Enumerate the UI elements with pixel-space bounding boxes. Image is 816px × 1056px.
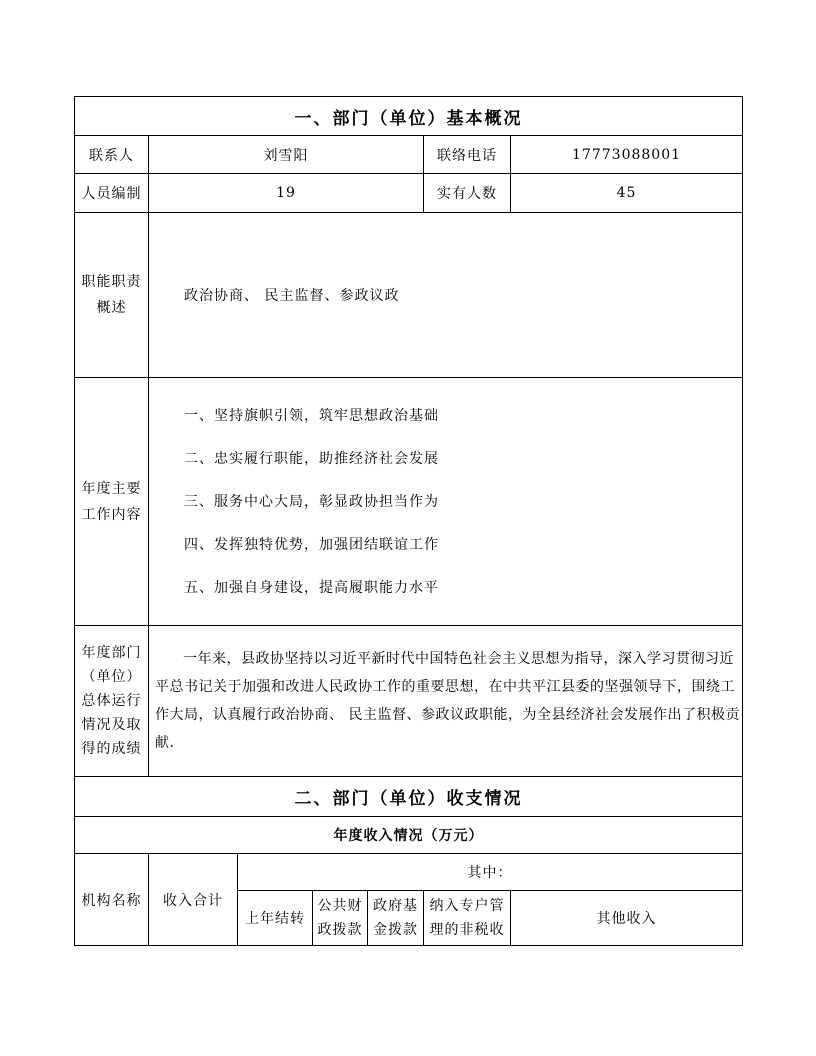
gov-fund-line: 政府基 <box>373 898 418 914</box>
section1-title: 一、部门（单位）基本概况 <box>75 97 743 136</box>
other-income-header: 其他收入 <box>511 891 743 946</box>
actual-staff-label: 实有人数 <box>424 174 511 213</box>
special-account-line: 理的非税收 <box>429 922 505 938</box>
gov-fund-line: 金拨款 <box>373 922 418 938</box>
of-which-header: 其中： <box>238 854 743 891</box>
duty-label-line: 职能职责 <box>81 274 142 290</box>
income-total-header: 收入合计 <box>149 854 238 946</box>
work-item: 二、忠实履行职能，助推经济社会发展 <box>184 450 439 467</box>
staff-quota-value: 19 <box>149 174 424 213</box>
contact-value: 刘雪阳 <box>149 136 424 174</box>
summary-label-line: 总体运行 <box>81 693 142 709</box>
summary-label-line: 年度部门 <box>81 645 142 661</box>
duty-label-line: 概述 <box>96 300 127 316</box>
work-item: 一、坚持旗帜引领，筑牢思想政治基础 <box>184 407 439 424</box>
work-label <box>75 378 149 626</box>
summary-label-line: 得的成绩 <box>81 741 142 757</box>
report-table <box>74 96 743 946</box>
summary-label-line: （单位） <box>81 669 142 685</box>
section2-title: 二、部门（单位）收支情况 <box>75 777 743 817</box>
org-name-header: 机构名称 <box>75 854 149 946</box>
work-item: 三、服务中心大局，彰显政协担当作为 <box>184 493 439 510</box>
duty-label <box>75 213 149 378</box>
staff-quota-label: 人员编制 <box>75 174 149 213</box>
phone-label: 联络电话 <box>424 136 511 174</box>
work-label-line: 工作内容 <box>81 506 142 523</box>
duty-text: 政治协商、 民主监督、参政议政 <box>149 213 743 378</box>
gov-fund-header <box>368 891 424 946</box>
phone-value: 17773088001 <box>511 136 743 174</box>
work-items <box>149 378 743 626</box>
public-finance-header <box>313 891 368 946</box>
actual-staff-value: 45 <box>511 174 743 213</box>
summary-label-line: 情况及取 <box>81 717 142 733</box>
special-account-line: 纳入专户管 <box>429 898 505 914</box>
public-finance-line: 公共财 <box>317 898 363 914</box>
work-label-line: 年度主要 <box>81 480 142 497</box>
work-item: 四、发挥独特优势，加强团结联谊工作 <box>184 536 439 553</box>
summary-text: 一年来，县政协坚持以习近平新时代中国特色社会主义思想为指导，深入学习贯彻习近平总书记关于加强和改进人民政协工作的重要思想，在中共平江县委的坚强领导下，围绕工作大局，认真履行政治协商、 民主监督、参政议政职能，为全县经济社会发展作出了积极贡献. <box>149 626 743 777</box>
income-title: 年度收入情况（万元） <box>75 817 743 854</box>
special-account-header <box>424 891 511 946</box>
document-page <box>74 96 742 946</box>
work-item: 五、加强自身建设，提高履职能力水平 <box>184 579 439 596</box>
carryover-header: 上年结转 <box>238 891 313 946</box>
public-finance-line: 政拨款 <box>317 922 363 938</box>
summary-label <box>75 626 149 777</box>
contact-label: 联系人 <box>75 136 149 174</box>
